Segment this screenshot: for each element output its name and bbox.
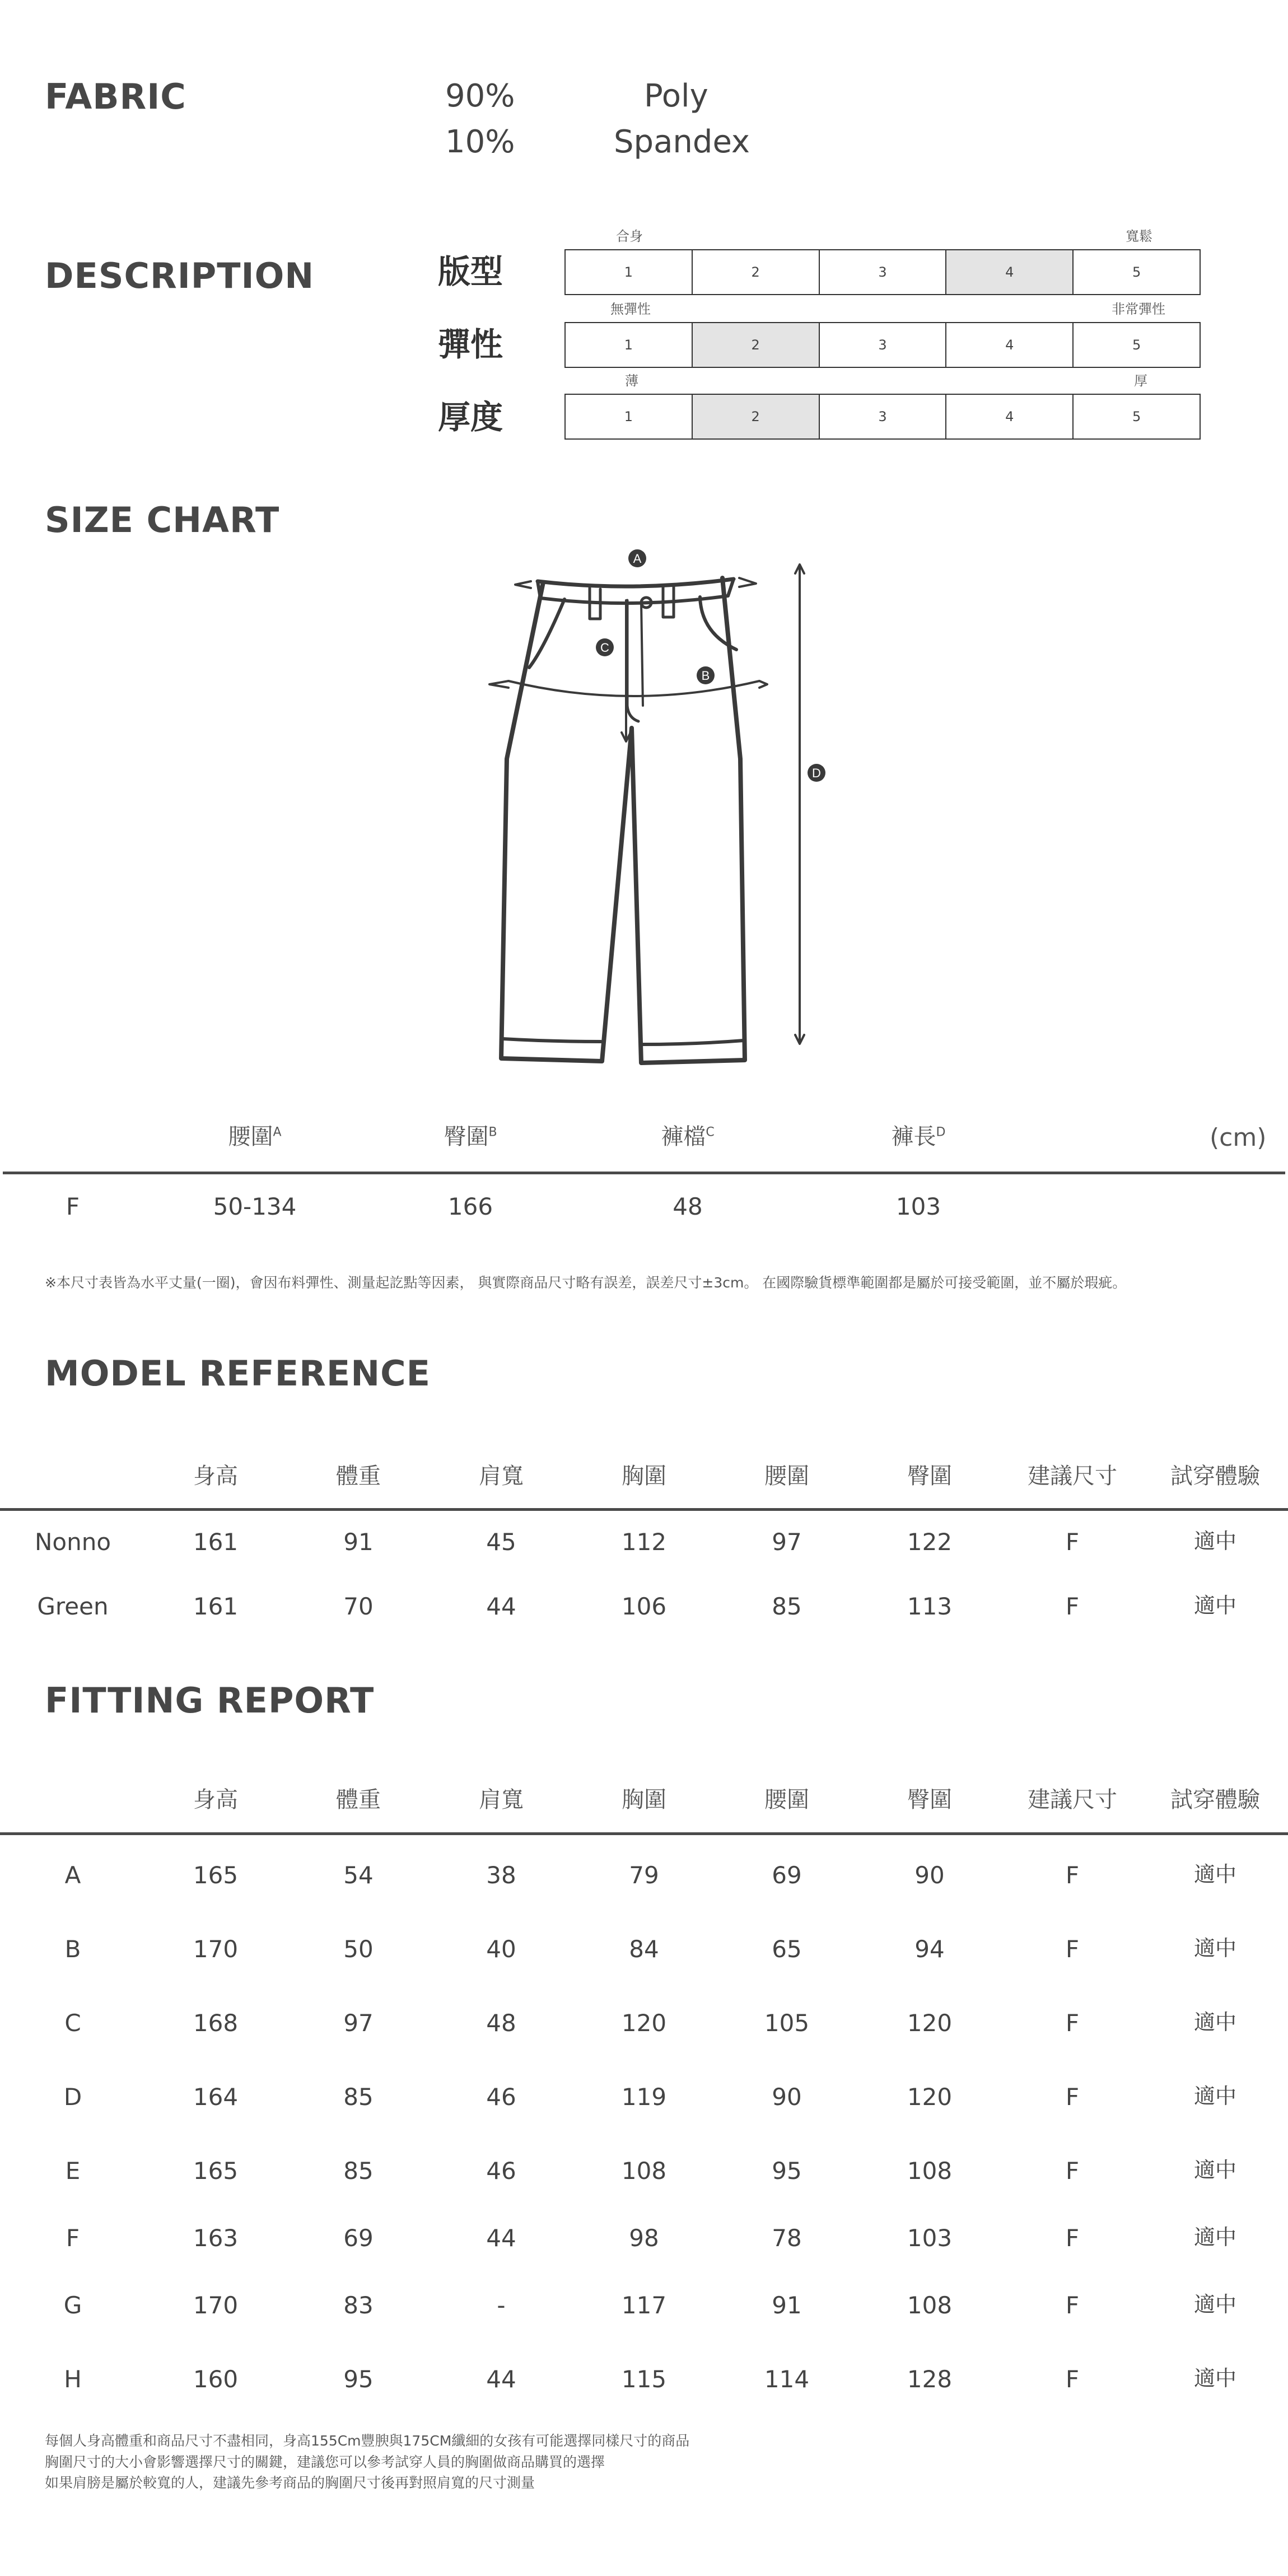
fitting-cell: 適中: [1193, 1936, 1236, 1961]
scale-cell: 5: [1132, 264, 1141, 280]
marker-d: D: [812, 766, 821, 780]
model-cell: 161: [193, 1593, 239, 1620]
fitting-note-line: 每個人身高體重和商品尺寸不盡相同，身高155Cm豐腴與175CM纖細的女孩有可能選擇同樣尺寸的商品: [45, 2433, 690, 2449]
scale-thickness-label: 厚度: [438, 398, 503, 436]
fitting-cell: 適中: [1193, 2084, 1236, 2108]
fitting-cell: 85: [343, 2157, 374, 2185]
fitting-cell: 46: [486, 2083, 516, 2111]
size-value-waist: 50-134: [213, 1193, 297, 1220]
fitting-cell: 165: [193, 2157, 239, 2185]
model-cell: 適中: [1193, 1529, 1236, 1553]
fitting-table-rule: [0, 1832, 1288, 1835]
fitting-cell: 108: [907, 2157, 953, 2185]
fabric-percent-1: 90%: [445, 78, 515, 114]
fitting-row-name: D: [63, 2083, 82, 2111]
description-title: DESCRIPTION: [45, 255, 315, 296]
fitting-cell: 103: [907, 2224, 953, 2252]
model-cell: 97: [772, 1528, 802, 1556]
model-cell: 161: [193, 1528, 239, 1556]
fitting-cell: 84: [629, 1935, 659, 1963]
fitting-cell: 94: [914, 1935, 945, 1963]
fitting-cell: F: [1065, 2157, 1080, 2185]
fitting-cell: 120: [907, 2009, 953, 2037]
fitting-row-name: H: [64, 2365, 82, 2393]
fitting-header-hip: 臀圍: [907, 1787, 952, 1813]
fitting-cell: 54: [343, 1861, 374, 1889]
fitting-cell: 適中: [1193, 1862, 1236, 1887]
table-row: [0, 1861, 1288, 1892]
table-row: [0, 2294, 1288, 2322]
fitting-cell: 163: [193, 2224, 239, 2252]
fitting-cell: 適中: [1193, 2292, 1236, 2317]
model-cell: F: [1065, 1593, 1080, 1620]
fitting-cell: F: [1065, 2365, 1080, 2393]
table-row: [0, 2365, 1288, 2396]
model-reference-title: MODEL REFERENCE: [45, 1353, 431, 1394]
scale-cell: 1: [566, 395, 693, 438]
fitting-cell: 165: [193, 1861, 239, 1889]
scale-cell: 4: [946, 395, 1074, 438]
fitting-cell: F: [1065, 2009, 1080, 2037]
fitting-cell: 164: [193, 2083, 239, 2111]
fitting-cell: 95: [343, 2365, 374, 2393]
scale-fit: [564, 249, 1201, 295]
fitting-cell: 適中: [1193, 2225, 1236, 2250]
fitting-header-bust: 胸圍: [622, 1787, 666, 1813]
table-row: [0, 1530, 1288, 1558]
fitting-cell: F: [1065, 2292, 1080, 2319]
fitting-cell: 50: [343, 1935, 374, 1963]
fitting-notes: [45, 2430, 1277, 2494]
size-header-waist: 腰圍$^A$: [228, 1124, 282, 1150]
table-row: [0, 2009, 1288, 2040]
fitting-cell: 40: [486, 1935, 516, 1963]
fitting-row-name: A: [64, 1861, 81, 1889]
size-unit: (cm): [1210, 1123, 1267, 1152]
fitting-cell: 90: [772, 2083, 802, 2111]
table-row: [0, 1595, 1288, 1623]
fitting-cell: 90: [914, 1861, 945, 1889]
fitting-cell: 117: [621, 2292, 667, 2319]
scale-cell-selected: 2: [693, 395, 820, 438]
scale-cell: 3: [820, 250, 947, 294]
scale-stretch-label: 彈性: [438, 325, 503, 363]
model-row-name: Green: [37, 1593, 109, 1620]
fitting-cell: 91: [772, 2292, 802, 2319]
fitting-cell: 95: [772, 2157, 802, 2185]
fitting-cell: 119: [621, 2083, 667, 2111]
fitting-cell: 69: [772, 1861, 802, 1889]
model-cell: 106: [621, 1593, 667, 1620]
model-header-size: 建議尺寸: [1028, 1463, 1117, 1489]
model-cell: 85: [772, 1593, 802, 1620]
scale-cell: 1: [566, 323, 693, 367]
model-header-row: [0, 1465, 1288, 1493]
fitting-header-size: 建議尺寸: [1028, 1787, 1117, 1813]
model-cell: 113: [907, 1593, 953, 1620]
scale-thickness: [564, 394, 1201, 440]
model-header-fit: 試穿體驗: [1170, 1463, 1260, 1489]
fitting-cell: 65: [772, 1935, 802, 1963]
scale-stretch: [564, 322, 1201, 368]
model-cell: 適中: [1193, 1593, 1236, 1618]
fitting-report-title: FITTING REPORT: [45, 1680, 375, 1721]
fitting-cell: 98: [629, 2224, 659, 2252]
size-row-label: F: [66, 1193, 80, 1220]
fitting-row-name: B: [64, 1935, 81, 1963]
fitting-header-weight: 體重: [336, 1787, 381, 1813]
fabric-material-1: Poly: [644, 78, 708, 114]
model-header-shoulder: 肩寬: [479, 1463, 524, 1489]
fitting-row-name: C: [64, 2009, 81, 2037]
fitting-cell: 83: [343, 2292, 374, 2319]
fitting-cell: 170: [193, 2292, 239, 2319]
model-cell: 45: [486, 1528, 516, 1556]
scale-cell: 2: [693, 250, 820, 294]
model-table-rule: [0, 1508, 1288, 1511]
scale-cell: 5: [1132, 409, 1141, 424]
size-header-rise: 褲檔$^C$: [661, 1124, 715, 1150]
fitting-header-height: 身高: [193, 1787, 238, 1813]
fitting-header-row: [0, 1789, 1288, 1817]
fitting-cell: 38: [486, 1861, 516, 1889]
size-chart-title: SIZE CHART: [45, 500, 280, 540]
model-cell: 70: [343, 1593, 374, 1620]
fitting-cell: 114: [764, 2365, 810, 2393]
fitting-cell: 適中: [1193, 2366, 1236, 2391]
scale-stretch-left-label: 無彈性: [610, 301, 651, 317]
scale-cell-selected: 2: [693, 323, 820, 367]
model-cell: F: [1065, 1528, 1080, 1556]
fitting-header-fit: 試穿體驗: [1170, 1787, 1260, 1813]
model-header-hip: 臀圍: [907, 1463, 952, 1489]
fitting-cell: 44: [486, 2224, 516, 2252]
table-row: [0, 2085, 1288, 2113]
fitting-cell: 120: [621, 2009, 667, 2037]
fitting-cell: 79: [629, 1861, 659, 1889]
fitting-cell: 97: [343, 2009, 374, 2037]
fitting-cell: 44: [486, 2365, 516, 2393]
scale-fit-right-label: 寬鬆: [1126, 228, 1152, 244]
scale-fit-left-label: 合身: [616, 228, 643, 244]
scale-fit-label: 版型: [438, 253, 503, 291]
fitting-cell: 85: [343, 2083, 374, 2111]
model-header-waist: 腰圍: [764, 1463, 809, 1489]
fitting-cell: 69: [343, 2224, 374, 2252]
scale-cell: 1: [566, 250, 693, 294]
fabric-material-2: Spandex: [614, 124, 750, 160]
fitting-cell: 170: [193, 1935, 239, 1963]
fitting-cell: 46: [486, 2157, 516, 2185]
size-value-rise: 48: [673, 1193, 703, 1220]
fitting-cell: 160: [193, 2365, 239, 2393]
table-row: [0, 2159, 1288, 2187]
fitting-note-line: 如果肩膀是屬於較寬的人，建議先參考商品的胸圍尺寸後再對照肩寬的尺寸測量: [45, 2475, 535, 2491]
pants-diagram: [482, 538, 840, 1075]
fitting-header-waist: 腰圍: [764, 1787, 809, 1813]
model-cell: 112: [621, 1528, 667, 1556]
fabric-percent-2: 10%: [445, 124, 515, 160]
marker-b: B: [701, 669, 710, 683]
fitting-cell: -: [497, 2292, 506, 2319]
fitting-cell: 48: [486, 2009, 516, 2037]
marker-c: C: [600, 641, 609, 655]
fabric-title: FABRIC: [45, 76, 186, 117]
fitting-row-name: E: [65, 2157, 81, 2185]
fitting-cell: F: [1065, 1935, 1080, 1963]
scale-cell: 4: [946, 323, 1074, 367]
fitting-cell: F: [1065, 2224, 1080, 2252]
fitting-row-name: F: [66, 2224, 80, 2252]
marker-a: A: [633, 552, 642, 566]
scale-cell: 3: [820, 395, 947, 438]
scale-thickness-left-label: 薄: [625, 373, 638, 389]
fitting-cell: 105: [764, 2009, 810, 2037]
table-row: [0, 1935, 1288, 1966]
size-header-hip: 臀圍$^B$: [444, 1124, 497, 1150]
fitting-cell: 108: [907, 2292, 953, 2319]
fitting-cell: 78: [772, 2224, 802, 2252]
fitting-cell: F: [1065, 1861, 1080, 1889]
fitting-cell: 適中: [1193, 2010, 1236, 2034]
fitting-cell: 168: [193, 2009, 239, 2037]
fitting-row-name: G: [63, 2292, 82, 2319]
model-header-weight: 體重: [336, 1463, 381, 1489]
fitting-header-shoulder: 肩寬: [479, 1787, 524, 1813]
size-table-rule: [3, 1172, 1285, 1174]
table-row: [0, 2224, 1288, 2255]
fitting-note-line: 胸圍尺寸的大小會影響選擇尺寸的關鍵，建議您可以參考試穿人員的胸圍做商品購買的選擇: [45, 2453, 605, 2470]
fitting-cell: 120: [907, 2083, 953, 2111]
fitting-cell: 適中: [1193, 2158, 1236, 2182]
size-chart-note: ※本尺寸表皆為水平丈量(一圈)，會因布料彈性、測量起訖點等因素， 與實際商品尺寸略有誤差，誤差尺寸±3cm。 在國際驗貨標準範圍都是屬於可接受範圍，並不屬於瑕疵。: [45, 1275, 1127, 1291]
size-value-hip: 166: [447, 1193, 493, 1220]
scale-cell-selected: 4: [946, 250, 1074, 294]
model-row-name: Nonno: [34, 1528, 111, 1556]
model-cell: 122: [907, 1528, 953, 1556]
model-cell: 91: [343, 1528, 374, 1556]
scale-cell: 5: [1132, 337, 1141, 353]
fitting-cell: F: [1065, 2083, 1080, 2111]
size-value-length: 103: [895, 1193, 941, 1220]
scale-thickness-right-label: 厚: [1134, 373, 1147, 389]
model-cell: 44: [486, 1593, 516, 1620]
fitting-cell: 108: [621, 2157, 667, 2185]
size-header-length: 褲長$^D$: [891, 1124, 946, 1150]
fitting-cell: 128: [907, 2365, 953, 2393]
model-header-bust: 胸圍: [622, 1463, 666, 1489]
model-header-height: 身高: [193, 1463, 238, 1489]
scale-stretch-right-label: 非常彈性: [1112, 301, 1165, 317]
scale-cell: 3: [820, 323, 947, 367]
fitting-cell: 115: [621, 2365, 667, 2393]
